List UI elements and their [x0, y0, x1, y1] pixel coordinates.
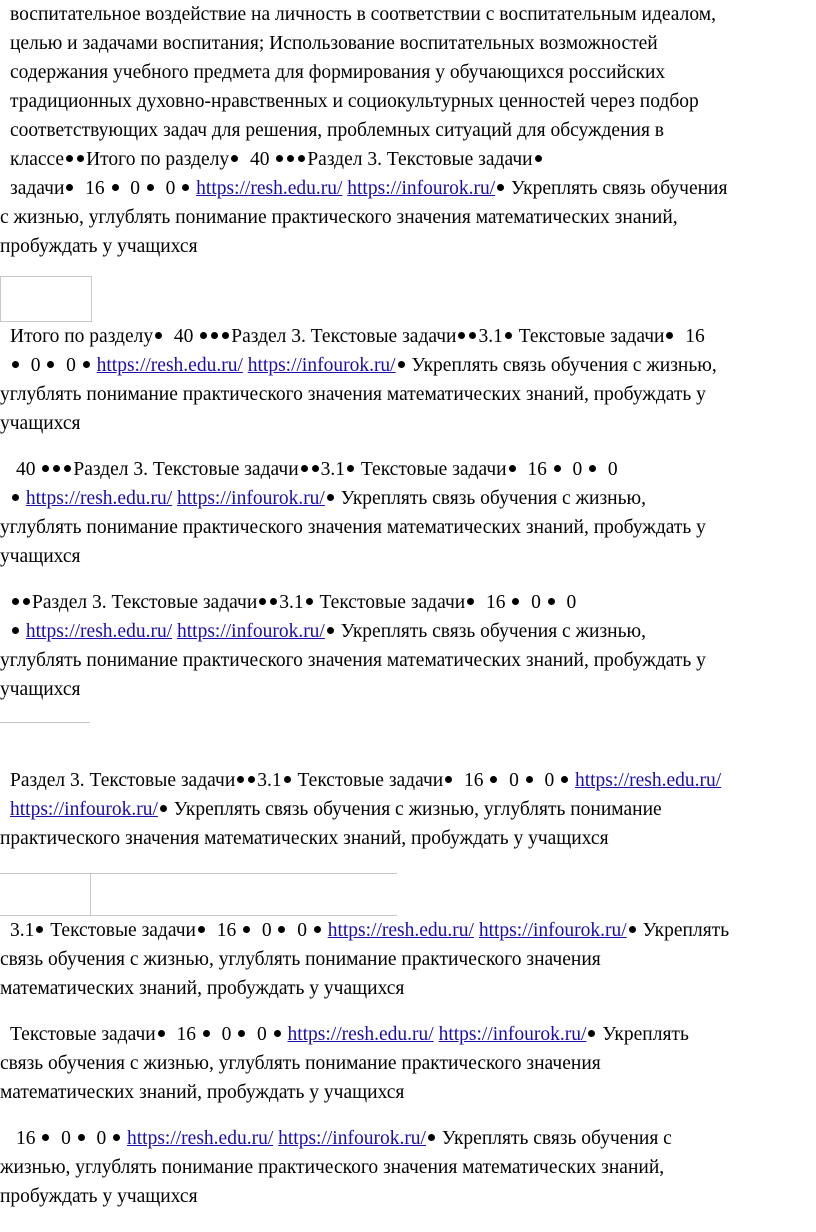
- resh-link[interactable]: https://resh.edu.ru/: [25, 621, 173, 642]
- bullet-dot-icon: [36, 926, 43, 933]
- bullet-dot-icon: [160, 805, 167, 812]
- bullet-dot-icon: [276, 155, 283, 162]
- text-line: [10, 1020, 689, 1049]
- bullet-dot-icon: [158, 1030, 165, 1037]
- hours-value: 0: [221, 1024, 232, 1045]
- text-line: [0, 203, 678, 232]
- bullet-dot-icon: [78, 1134, 85, 1141]
- paragraph-text: Укреплять связь обучения с жизнью,: [340, 621, 646, 642]
- hours-value: 0: [66, 355, 76, 376]
- text-line: [0, 542, 80, 571]
- text-line: [0, 409, 80, 438]
- paragraph-text: Укреплять: [642, 920, 730, 941]
- bullet-dot-icon: [629, 926, 636, 933]
- bullet-dot-icon: [526, 776, 533, 783]
- bullet-dot-icon: [237, 776, 244, 783]
- bullet-dot-icon: [182, 184, 189, 191]
- text-line: [10, 0, 716, 29]
- bullet-dot-icon: [505, 332, 512, 339]
- text-line: [10, 145, 544, 174]
- topic-title: Текстовые задачи: [360, 459, 507, 480]
- paragraph-text: Укреплять связь обучения с жизнью, углублять понимание: [173, 799, 662, 820]
- bullet-dot-icon: [314, 926, 321, 933]
- hours-value: 0: [61, 1128, 71, 1149]
- bullet-dot-icon: [248, 776, 255, 783]
- topic-title: Текстовые задачи: [297, 770, 444, 791]
- paragraph-text: связь обучения с жизнью, углублять понимание практического значения: [0, 1053, 601, 1074]
- hours-value: 0: [509, 770, 519, 791]
- bullet-dot-icon: [155, 332, 162, 339]
- text-line: [0, 974, 404, 1003]
- text-line: [10, 351, 717, 380]
- text-line: [0, 1153, 664, 1182]
- text-line: [0, 1078, 404, 1107]
- bullet-dot-icon: [497, 184, 504, 191]
- table-rule: [0, 722, 90, 723]
- paragraph-text: Укреплять связь обучения: [511, 178, 728, 199]
- bullet-dot-icon: [42, 1134, 49, 1141]
- infourok-link[interactable]: https://infourok.ru/: [438, 1024, 587, 1045]
- paragraph-text: математических знаний, пробуждать у учащихся: [0, 978, 405, 999]
- resh-link[interactable]: https://resh.edu.ru/: [574, 770, 722, 791]
- bullet-dot-icon: [398, 361, 405, 368]
- text-line: [0, 646, 706, 675]
- bullet-dot-icon: [589, 465, 596, 472]
- hours-value: 16: [176, 1024, 196, 1045]
- paragraph-text: углублять понимание практического значения математических знаний, пробуждать у: [0, 650, 706, 671]
- section-title: Раздел 3. Текстовые задачи: [307, 149, 533, 170]
- resh-link[interactable]: https://resh.edu.ru/: [127, 1128, 274, 1149]
- text-line: [16, 455, 618, 484]
- text-line: [10, 174, 727, 203]
- bullet-dot-icon: [588, 1030, 595, 1037]
- hours-value: 0: [531, 592, 541, 613]
- paragraph-text: жизнью, углублять понимание практического значения математических знаний,: [0, 1157, 665, 1178]
- hours-value: 40: [16, 459, 36, 480]
- paragraph-text: целью и задачами воспитания; Использование воспитательных возможностей: [10, 33, 658, 54]
- hours-value: 0: [572, 459, 583, 480]
- paragraph-text: содержания учебного предмета для формирования у обучающихся российских: [10, 62, 666, 83]
- bullet-dot-icon: [274, 1030, 281, 1037]
- bullet-dot-icon: [47, 361, 54, 368]
- bullet-dot-icon: [278, 926, 285, 933]
- text-line: [10, 916, 729, 945]
- infourok-link[interactable]: https://infourok.ru/: [10, 799, 158, 820]
- bullet-dot-icon: [259, 598, 266, 605]
- bullet-dot-icon: [203, 1030, 210, 1037]
- text-line: [10, 766, 721, 795]
- hours-value: 16: [485, 592, 506, 613]
- hours-value: 0: [165, 178, 176, 199]
- hours-value: 0: [96, 1128, 107, 1149]
- paragraph-text: воспитательное воздействие на личность в соответствии с воспитательным идеалом,: [10, 4, 716, 25]
- text-line: [10, 588, 576, 617]
- text-line: [0, 675, 80, 704]
- bullet-dot-icon: [53, 465, 60, 472]
- bullet-dot-icon: [243, 926, 250, 933]
- topic-number: 3.1: [10, 920, 35, 941]
- topic-title: Текстовые задачи: [518, 326, 665, 347]
- bullet-dot-icon: [211, 332, 218, 339]
- bullet-dot-icon: [270, 598, 277, 605]
- text-line: [10, 484, 646, 513]
- text-line: [10, 58, 665, 87]
- bullet-dot-icon: [512, 598, 519, 605]
- bullet-dot-icon: [231, 155, 238, 162]
- topic-title: Текстовые задачи: [319, 592, 466, 613]
- bullet-dot-icon: [64, 465, 71, 472]
- text-line: [10, 29, 658, 58]
- infourok-link[interactable]: https://infourok.ru/: [347, 178, 496, 199]
- bullet-dot-icon: [12, 494, 19, 501]
- paragraph-text: учащихся: [0, 546, 81, 567]
- bullet-dot-icon: [548, 598, 555, 605]
- bullet-dot-icon: [83, 361, 90, 368]
- text-line: [0, 1182, 198, 1211]
- paragraph-text: с жизнью, углублять понимание практического значения математических знаний,: [0, 207, 678, 228]
- text-line: [0, 513, 706, 542]
- topic-number: 3.1: [279, 592, 304, 613]
- topic-number: 3.1: [257, 770, 282, 791]
- paragraph-text: пробуждать у учащихся: [0, 1186, 198, 1207]
- paragraph-text: Укреплять связь обучения с жизнью,: [340, 488, 646, 509]
- infourok-link[interactable]: https://infourok.ru/: [278, 1128, 426, 1149]
- hours-value: 16: [527, 459, 547, 480]
- hours-value: 16: [16, 1128, 36, 1149]
- infourok-link[interactable]: https://infourok.ru/: [247, 355, 396, 376]
- hours-value: 16: [85, 178, 105, 199]
- bullet-dot-icon: [327, 494, 334, 501]
- topic-title: Текстовые задачи: [10, 1024, 156, 1045]
- hours-value: 40: [249, 149, 270, 170]
- bullet-dot-icon: [312, 465, 319, 472]
- topic-number: 3.1: [320, 459, 345, 480]
- bullet-dot-icon: [198, 926, 205, 933]
- bullet-dot-icon: [509, 465, 516, 472]
- section-title: Раздел 3. Текстовые задачи: [32, 592, 258, 613]
- bullet-dot-icon: [66, 155, 73, 162]
- resh-link[interactable]: https://resh.edu.ru/: [96, 355, 243, 376]
- resh-link[interactable]: https://resh.edu.ru/: [327, 920, 474, 941]
- paragraph-text: пробуждать у учащихся: [0, 236, 198, 257]
- infourok-link[interactable]: https://infourok.ru/: [478, 920, 627, 941]
- resh-link[interactable]: https://resh.edu.ru/: [196, 178, 343, 199]
- table-rule: [0, 873, 397, 874]
- paragraph-text: традиционных духовно-нравственных и социокультурных ценностей через подбор: [10, 91, 699, 112]
- topic-number: 3.1: [478, 326, 503, 347]
- hours-value: 0: [30, 355, 41, 376]
- bullet-dot-icon: [347, 465, 354, 472]
- resh-link[interactable]: https://resh.edu.ru/: [287, 1024, 434, 1045]
- bullet-dot-icon: [287, 155, 294, 162]
- bullet-dot-icon: [301, 465, 308, 472]
- text-line: [0, 945, 601, 974]
- text-line: [0, 824, 609, 853]
- paragraph-text: математических знаний, пробуждать у учащихся: [0, 1082, 405, 1103]
- bullet-dot-icon: [561, 776, 568, 783]
- paragraph-text: учащихся: [0, 413, 81, 434]
- paragraph-text: углублять понимание практического значения математических знаний, пробуждать у: [0, 517, 706, 538]
- bullet-dot-icon: [112, 184, 119, 191]
- bullet-dot-icon: [490, 776, 497, 783]
- paragraph-text: классе: [10, 149, 65, 170]
- bullet-dot-icon: [535, 155, 542, 162]
- bullet-dot-icon: [238, 1030, 245, 1037]
- text-line: [16, 1124, 672, 1153]
- bullet-dot-icon: [458, 332, 465, 339]
- bullet-dot-icon: [12, 627, 19, 634]
- text-line: [10, 322, 705, 351]
- paragraph-text: практического значения математических знаний, пробуждать у учащихся: [0, 828, 609, 849]
- text-line: [10, 87, 699, 116]
- hours-value: 0: [256, 1024, 267, 1045]
- hours-value: 16: [463, 770, 484, 791]
- text-line: [0, 232, 198, 261]
- section-total-label: Итого по разделу: [86, 149, 230, 170]
- infourok-link[interactable]: https://infourok.ru/: [176, 488, 325, 509]
- bullet-dot-icon: [428, 1134, 435, 1141]
- section-title: Раздел 3. Текстовые задачи: [10, 770, 236, 791]
- bullet-dot-icon: [23, 598, 30, 605]
- hours-value: 0: [261, 920, 272, 941]
- topic-title: Текстовые задачи: [50, 920, 196, 941]
- paragraph-text: Укреплять связь обучения с жизнью,: [411, 355, 717, 376]
- table-cell-fragment: [0, 276, 92, 322]
- section-title: Раздел 3. Текстовые задачи: [231, 326, 457, 347]
- paragraph-text: Укреплять связь обучения с: [441, 1128, 672, 1149]
- bullet-dot-icon: [200, 332, 207, 339]
- bullet-dot-icon: [12, 598, 19, 605]
- resh-link[interactable]: https://resh.edu.ru/: [25, 488, 173, 509]
- paragraph-text: связь обучения с жизнью, углублять понимание практического значения: [0, 949, 601, 970]
- hours-value: 0: [566, 592, 577, 613]
- text-line: [0, 380, 706, 409]
- bullet-dot-icon: [306, 598, 313, 605]
- hours-value: 0: [544, 770, 555, 791]
- hours-value: 0: [607, 459, 618, 480]
- hours-value: 40: [173, 326, 194, 347]
- bullet-dot-icon: [284, 776, 291, 783]
- paragraph-text: углублять понимание практического значения математических знаний, пробуждать у: [0, 384, 706, 405]
- bullet-dot-icon: [66, 184, 73, 191]
- hours-value: 16: [216, 920, 237, 941]
- text-line: [0, 1049, 601, 1078]
- bullet-dot-icon: [554, 465, 561, 472]
- section-total-label: Итого по разделу: [10, 326, 154, 347]
- bullet-dot-icon: [77, 155, 84, 162]
- bullet-dot-icon: [469, 332, 476, 339]
- paragraph-text: Укреплять: [602, 1024, 689, 1045]
- paragraph-text: задачи: [10, 178, 65, 199]
- bullet-dot-icon: [147, 184, 154, 191]
- bullet-dot-icon: [666, 332, 673, 339]
- hours-value: 16: [685, 326, 705, 347]
- bullet-dot-icon: [445, 776, 452, 783]
- bullet-dot-icon: [12, 361, 19, 368]
- text-line: [10, 116, 664, 145]
- table-rule: [90, 873, 91, 915]
- hours-value: 0: [297, 920, 307, 941]
- infourok-link[interactable]: https://infourok.ru/: [176, 621, 325, 642]
- paragraph-text: учащихся: [0, 679, 81, 700]
- bullet-dot-icon: [327, 627, 334, 634]
- bullet-dot-icon: [42, 465, 49, 472]
- hours-value: 0: [130, 178, 141, 199]
- section-title: Раздел 3. Текстовые задачи: [73, 459, 299, 480]
- text-line: [10, 617, 646, 646]
- bullet-dot-icon: [298, 155, 305, 162]
- bullet-dot-icon: [222, 332, 229, 339]
- bullet-dot-icon: [467, 598, 474, 605]
- bullet-dot-icon: [113, 1134, 120, 1141]
- text-line: [10, 795, 662, 824]
- paragraph-text: соответствующих задач для решения, проблемных ситуаций для обсуждения в: [10, 120, 665, 141]
